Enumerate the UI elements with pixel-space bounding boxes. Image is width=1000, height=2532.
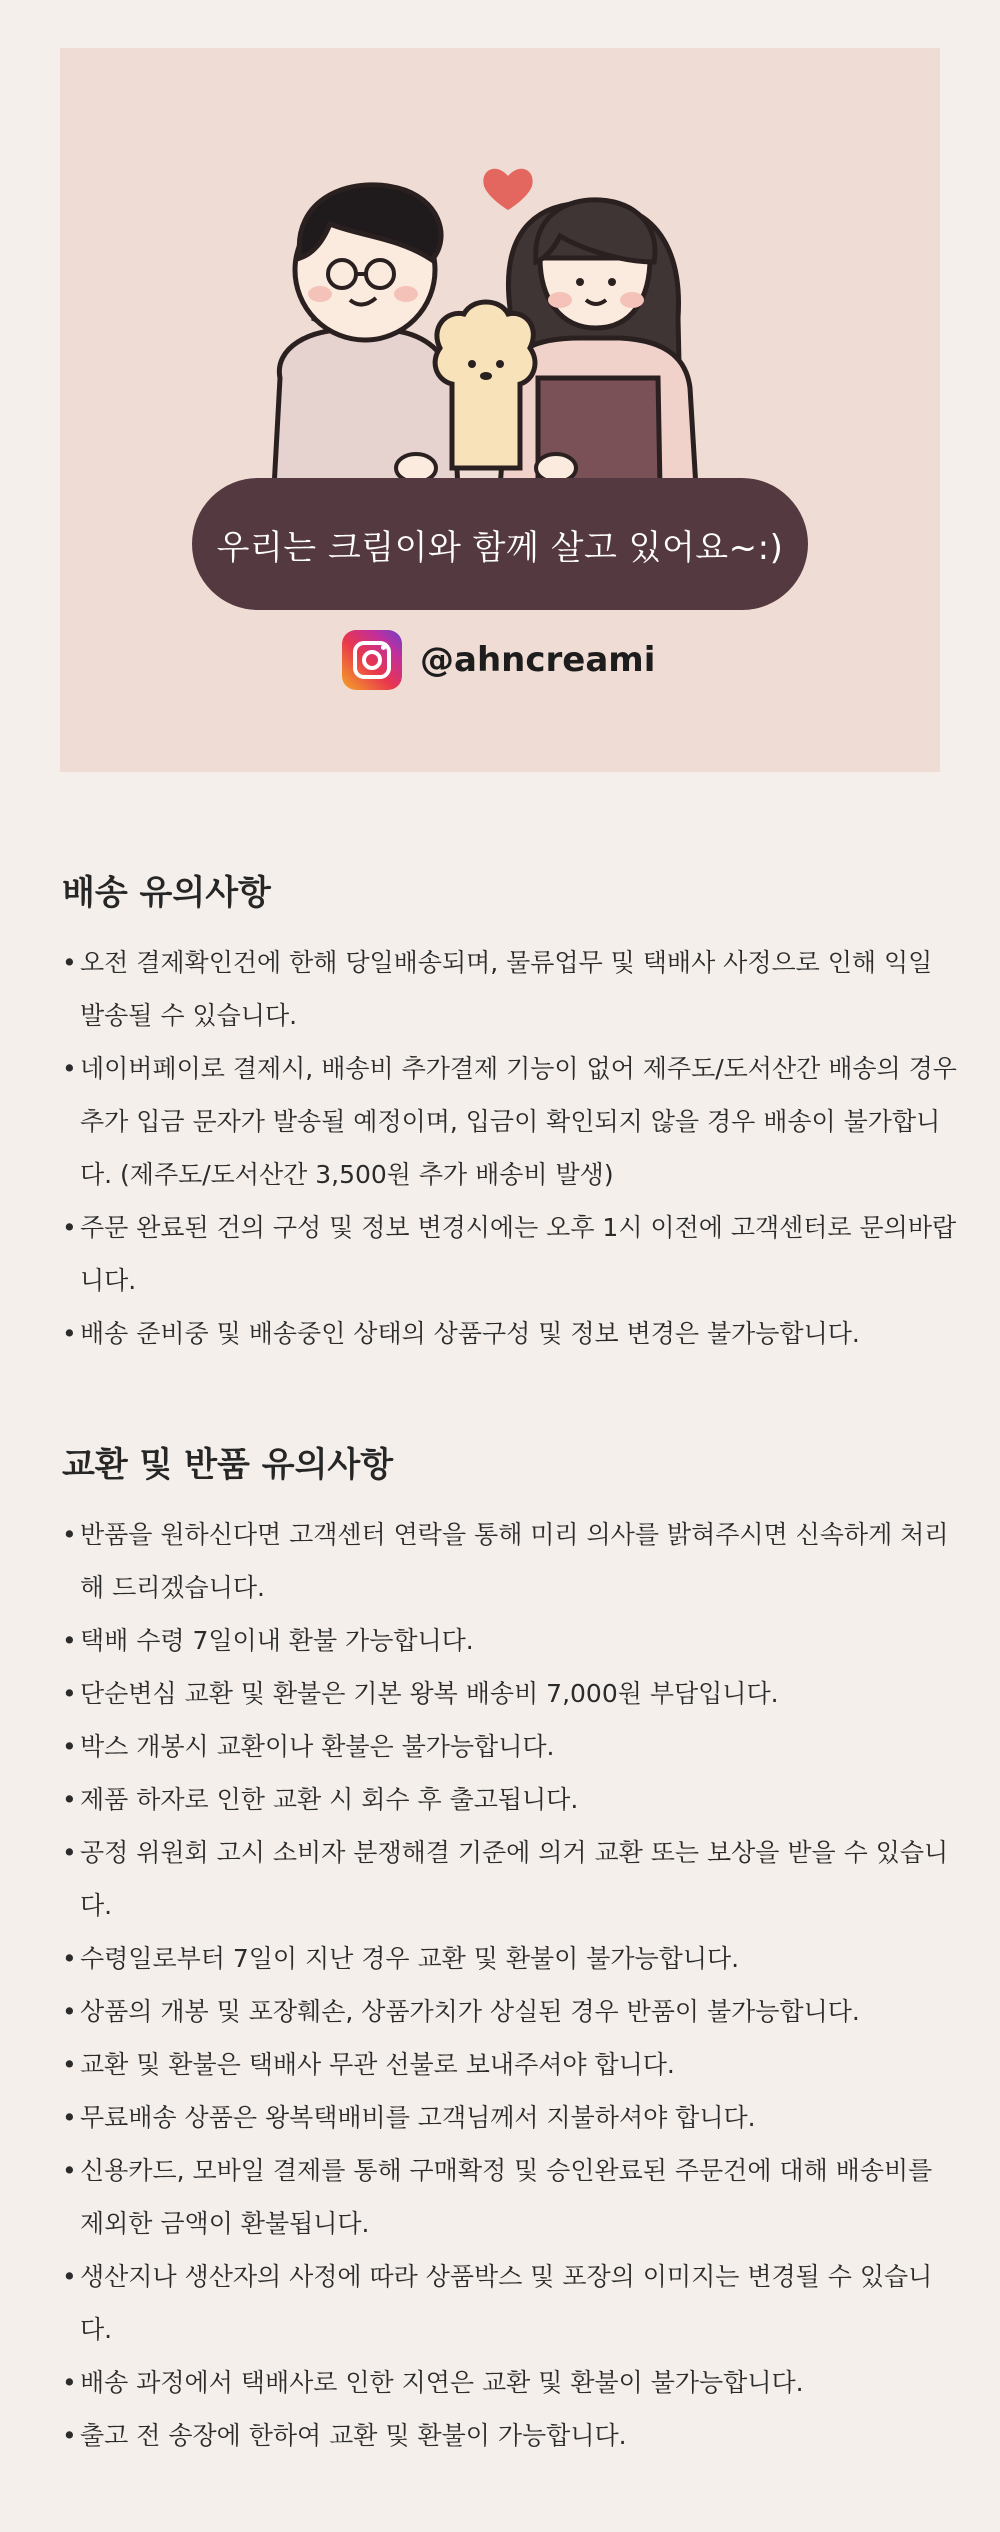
bullet-icon: • xyxy=(62,2421,77,2450)
bullet-icon: • xyxy=(62,1997,77,2026)
bullet-icon: • xyxy=(62,1944,77,1973)
caption-text: 우리는 크림이와 함께 살고 있어요~:) xyxy=(216,527,784,568)
bullet-icon: • xyxy=(62,948,77,977)
notice-text: 박스 개봉시 교환이나 환불은 불가능합니다. xyxy=(80,1732,555,1761)
notice-text: 상품의 개봉 및 포장훼손, 상품가치가 상실된 경우 반품이 불가능합니다. xyxy=(80,1997,860,2026)
notice-text: 수령일로부터 7일이 지난 경우 교환 및 환불이 불가능합니다. xyxy=(80,1944,740,1973)
notice-item xyxy=(62,1508,962,1614)
notice-item xyxy=(62,1667,962,1720)
heart-icon xyxy=(483,169,532,210)
notice-item xyxy=(62,1614,962,1667)
notice-item xyxy=(62,2038,962,2091)
notice-item xyxy=(62,1307,962,1360)
shipping-notice-section xyxy=(62,868,962,1360)
notice-text: 반품을 원하신다면 고객센터 연락을 통해 미리 의사를 밝혀주시면 신속하게 처리해 드리겠습니다. xyxy=(80,1520,949,1602)
bullet-icon: • xyxy=(62,2050,77,2079)
notice-text: 신용카드, 모바일 결제를 통해 구매확정 및 승인완료된 주문건에 대해 배송비를 제외한 금액이 환불됩니다. xyxy=(80,2156,933,2238)
bullet-icon: • xyxy=(62,1679,77,1708)
notice-text: 공정 위원회 고시 소비자 분쟁해결 기준에 의거 교환 또는 보상을 받을 수 있습니다. xyxy=(80,1838,949,1920)
notice-text: 배송 준비중 및 배송중인 상태의 상품구성 및 정보 변경은 불가능합니다. xyxy=(80,1319,860,1348)
bullet-icon: • xyxy=(62,2368,77,2397)
hero-banner xyxy=(60,48,940,772)
bullet-icon: • xyxy=(62,1319,77,1348)
notice-text: 교환 및 환불은 택배사 무관 선불로 보내주셔야 합니다. xyxy=(80,2050,675,2079)
notice-text: 주문 완료된 건의 구성 및 정보 변경시에는 오후 1시 이전에 고객센터로 문의바랍니다. xyxy=(80,1213,957,1295)
notice-text: 출고 전 송장에 한하여 교환 및 환불이 가능합니다. xyxy=(80,2421,627,2450)
bullet-icon: • xyxy=(62,2156,77,2185)
notice-text: 무료배송 상품은 왕복택배비를 고객님께서 지불하셔야 합니다. xyxy=(80,2103,756,2132)
bullet-icon: • xyxy=(62,1054,77,1083)
bullet-icon: • xyxy=(62,1838,77,1867)
caption-banner xyxy=(192,478,808,610)
notice-text: 단순변심 교환 및 환불은 기본 왕복 배송비 7,000원 부담입니다. xyxy=(80,1679,779,1708)
notice-item xyxy=(62,2250,962,2356)
notice-item xyxy=(62,1720,962,1773)
return-notice-list xyxy=(62,1508,962,2462)
notice-item xyxy=(62,1985,962,2038)
notice-item xyxy=(62,1932,962,1985)
notice-text: 택배 수령 7일이내 환불 가능합니다. xyxy=(80,1626,474,1655)
notice-item xyxy=(62,2091,962,2144)
bullet-icon: • xyxy=(62,1520,77,1549)
bullet-icon: • xyxy=(62,1732,77,1761)
shipping-notice-list xyxy=(62,936,962,1360)
bullet-icon: • xyxy=(62,2103,77,2132)
bullet-icon: • xyxy=(62,1785,77,1814)
notice-item xyxy=(62,2356,962,2409)
instagram-icon xyxy=(342,630,402,690)
notice-item xyxy=(62,1773,962,1826)
notice-item xyxy=(62,1826,962,1932)
bullet-icon: • xyxy=(62,2262,77,2291)
instagram-link[interactable] xyxy=(342,630,655,690)
return-notice-title: 교환 및 반품 유의사항 xyxy=(62,1445,394,1485)
notice-item xyxy=(62,1201,962,1307)
shipping-notice-title: 배송 유의사항 xyxy=(62,873,271,913)
bullet-icon: • xyxy=(62,1213,77,1242)
notice-text: 배송 과정에서 택배사로 인한 지연은 교환 및 환불이 불가능합니다. xyxy=(80,2368,804,2397)
bullet-icon: • xyxy=(62,1626,77,1655)
notice-text: 생산지나 생산자의 사정에 따라 상품박스 및 포장의 이미지는 변경될 수 있습니다. xyxy=(80,2262,933,2344)
notice-item xyxy=(62,2144,962,2250)
notice-text: 제품 하자로 인한 교환 시 회수 후 출고됩니다. xyxy=(80,1785,579,1814)
instagram-handle: @ahncreami xyxy=(420,640,656,680)
notice-item xyxy=(62,1042,962,1201)
notice-item xyxy=(62,936,962,1042)
return-notice-section xyxy=(62,1440,962,2462)
notice-item xyxy=(62,2409,962,2462)
notice-text: 오전 결제확인건에 한해 당일배송되며, 물류업무 및 택배사 사정으로 인해 익일 발송될 수 있습니다. xyxy=(80,948,933,1030)
notice-text: 네이버페이로 결제시, 배송비 추가결제 기능이 없어 제주도/도서산간 배송의 경우 추가 입금 문자가 발송될 예정이며, 입금이 확인되지 않을 경우 배송이 불가합니다. (제주도/도서산간 3,500원 추가 배송비 발생) xyxy=(80,1054,957,1189)
